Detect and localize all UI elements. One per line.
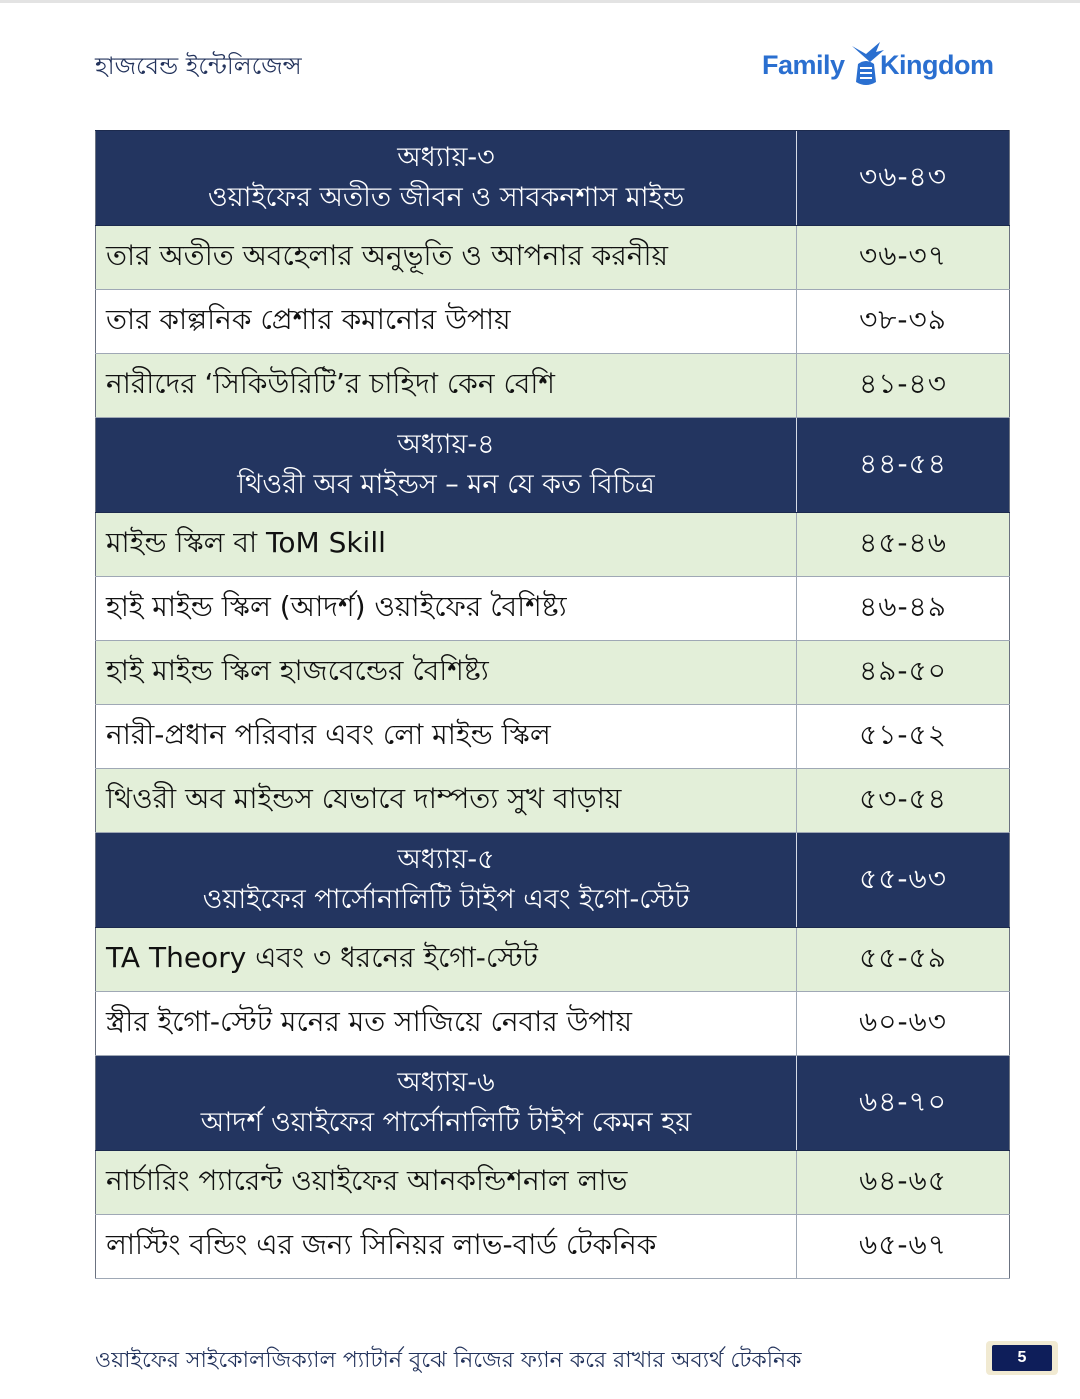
page-number-badge bbox=[986, 1341, 1058, 1375]
page-number: 5 bbox=[992, 1345, 1052, 1371]
toc-entry-page-range: ৬৪-৬৫ bbox=[797, 1151, 1010, 1215]
toc-entry-title: নারী-প্রধান পরিবার এবং লো মাইন্ড স্কিল bbox=[96, 705, 797, 769]
toc-entry-row bbox=[96, 928, 1010, 992]
toc-entry-row bbox=[96, 705, 1010, 769]
toc-entry-title: লাস্টিং বন্ডিং এর জন্য সিনিয়র লাভ-বার্ড টেকনিক bbox=[96, 1215, 797, 1279]
chapter-title: ওয়াইফের পার্সোনালিটি টাইপ এবং ইগো-স্টেট bbox=[202, 884, 690, 915]
top-rule bbox=[0, 0, 1080, 3]
chapter-number: অধ্যায়-৫ bbox=[397, 844, 495, 875]
toc-entry-row bbox=[96, 992, 1010, 1056]
chapter-number: অধ্যায়-৪ bbox=[397, 429, 495, 460]
toc-entry-page-range: ৫৫-৫৯ bbox=[797, 928, 1010, 992]
toc-entry-row bbox=[96, 354, 1010, 418]
toc-entry-page-range: ৪৬-৪৯ bbox=[797, 577, 1010, 641]
toc-entry-page-range: ৪৫-৪৬ bbox=[797, 513, 1010, 577]
chapter-row bbox=[96, 833, 1010, 928]
chapter-number: অধ্যায়-৬ bbox=[397, 1067, 495, 1098]
toc-entry-title: স্ত্রীর ইগো-স্টেট মনের মত সাজিয়ে নেবার উপায় bbox=[96, 992, 797, 1056]
running-header-title: হাজবেন্ড ইন্টেলিজেন্স bbox=[95, 52, 302, 80]
toc-entry-page-range: ৪৯-৫০ bbox=[797, 641, 1010, 705]
toc-entry-title: হাই মাইন্ড স্কিল (আদর্শ) ওয়াইফের বৈশিষ্ট্য bbox=[96, 577, 797, 641]
toc-entry-row bbox=[96, 1151, 1010, 1215]
chapter-page-range: ৫৫-৬৩ bbox=[797, 833, 1010, 928]
footer-running-title: ওয়াইফের সাইকোলজিক্যাল প্যাটার্ন বুঝে নিজের ফ্যান করে রাখার অব্যর্থ টেকনিক bbox=[95, 1348, 802, 1373]
chapter-number: অধ্যায়-৩ bbox=[397, 142, 495, 173]
toc-entry-title: TA Theory এবং ৩ ধরনের ইগো-স্টেট bbox=[96, 928, 797, 992]
toc-entry-page-range: ৩৮-৩৯ bbox=[797, 290, 1010, 354]
chapter-heading bbox=[96, 418, 797, 513]
toc-entry-title: নারীদের ‘সিকিউরিটি’র চাহিদা কেন বেশি bbox=[96, 354, 797, 418]
toc-entry-page-range: ৩৬-৩৭ bbox=[797, 226, 1010, 290]
toc-entry-row bbox=[96, 769, 1010, 833]
chapter-row bbox=[96, 418, 1010, 513]
toc-entry-title: হাই মাইন্ড স্কিল হাজবেন্ডের বৈশিষ্ট্য bbox=[96, 641, 797, 705]
toc-entry-title: থিওরী অব মাইন্ডস যেভাবে দাম্পত্য সুখ বাড়ায় bbox=[96, 769, 797, 833]
chapter-title: থিওরী অব মাইন্ডস – মন যে কত বিচিত্র bbox=[237, 469, 655, 500]
toc-entry-title: তার কাল্পনিক প্রেশার কমানোর উপায় bbox=[96, 290, 797, 354]
toc-entry-row bbox=[96, 577, 1010, 641]
toc-entry-page-range: ৬০-৬৩ bbox=[797, 992, 1010, 1056]
logo-text-family: Family bbox=[762, 50, 845, 80]
chapter-title: আদর্শ ওয়াইফের পার্সোনালিটি টাইপ কেমন হয় bbox=[200, 1107, 692, 1138]
toc-entry-title: মাইন্ড স্কিল বা ToM Skill bbox=[96, 513, 797, 577]
toc-entry-row bbox=[96, 290, 1010, 354]
toc-entry-page-range: ৫১-৫২ bbox=[797, 705, 1010, 769]
toc-entry-title: তার অতীত অবহেলার অনুভূতি ও আপনার করনীয় bbox=[96, 226, 797, 290]
toc-entry-row bbox=[96, 513, 1010, 577]
chapter-row bbox=[96, 131, 1010, 226]
toc-entry-page-range: ৫৩-৫৪ bbox=[797, 769, 1010, 833]
chapter-page-range: ৬৪-৭০ bbox=[797, 1056, 1010, 1151]
chapter-heading bbox=[96, 1056, 797, 1151]
chapter-heading bbox=[96, 833, 797, 928]
chapter-title: ওয়াইফের অতীত জীবন ও সাবকনশাস মাইন্ড bbox=[207, 182, 685, 213]
table-of-contents bbox=[95, 130, 1010, 1279]
toc-entry-row bbox=[96, 226, 1010, 290]
toc-entry-page-range: ৪১-৪৩ bbox=[797, 354, 1010, 418]
chapter-heading bbox=[96, 131, 797, 226]
family-kingdom-logo bbox=[762, 36, 1002, 96]
toc-entry-row bbox=[96, 641, 1010, 705]
chapter-page-range: ৪৪-৫৪ bbox=[797, 418, 1010, 513]
logo-text-kingdom: Kingdom bbox=[880, 50, 994, 80]
toc-entry-row bbox=[96, 1215, 1010, 1279]
toc-entry-title: নার্চারিং প্যারেন্ট ওয়াইফের আনকন্ডিশনাল লাভ bbox=[96, 1151, 797, 1215]
toc-entry-page-range: ৬৫-৬৭ bbox=[797, 1215, 1010, 1279]
chapter-page-range: ৩৬-৪৩ bbox=[797, 131, 1010, 226]
chapter-row bbox=[96, 1056, 1010, 1151]
